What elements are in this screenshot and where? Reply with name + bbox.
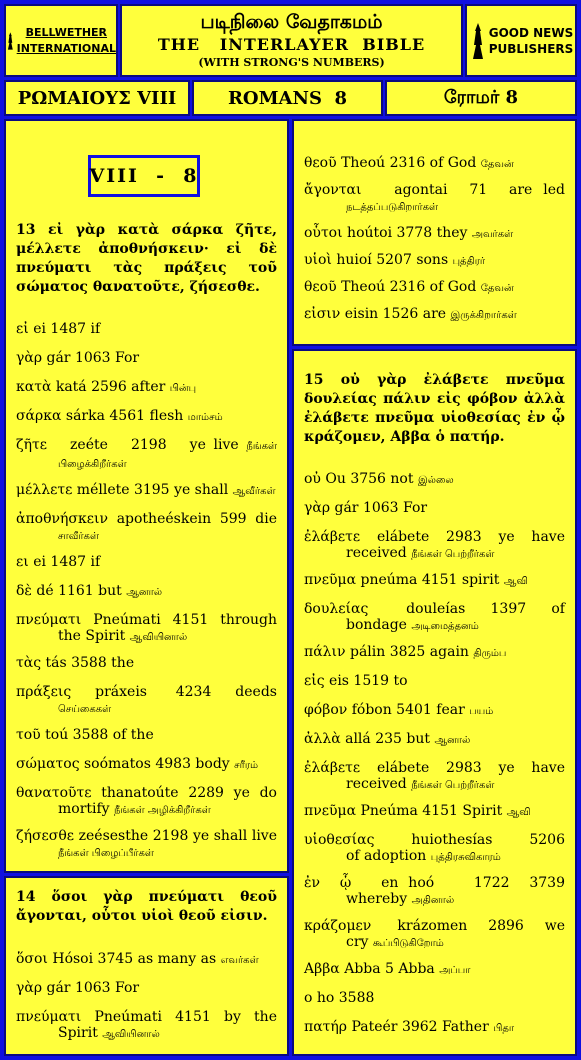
word-entry — [16, 980, 277, 998]
entry-tamil: ஆனால் — [126, 587, 163, 598]
word-entry — [16, 684, 277, 718]
entry-head: εἰσιν eisin 1526 are — [304, 306, 447, 322]
entry-head: Αββα Abba 5 Abba — [304, 961, 435, 977]
entry-head: τὰς tás 3588 the — [16, 655, 135, 671]
entry-tamil: நீங்கள் பெற்றீர்கள் — [411, 780, 495, 791]
entry-tamil: இருக்கிறார்கள் — [450, 310, 517, 321]
word-entry — [16, 655, 277, 673]
entry-head: υἱοθεσίας huiothesías 5206 of adoption — [304, 832, 570, 864]
entry-tamil: அப்பா — [439, 965, 471, 976]
entry-head: κατὰ katá 2596 after — [16, 379, 166, 395]
word-entry — [304, 279, 565, 297]
word-entry — [16, 408, 277, 426]
word-entry — [16, 321, 277, 339]
word-entry — [16, 554, 277, 572]
word-entry — [16, 583, 277, 601]
entry-tamil: மாம்சம் — [187, 412, 223, 423]
word-entry — [16, 511, 277, 545]
entry-head: πνεύματι Pneúmati 4151 by the Spirit — [16, 1009, 277, 1041]
entry-tamil: புத்திரசுவிகாரம் — [430, 852, 501, 863]
word-entry — [304, 731, 565, 749]
entry-head: μέλλετε méllete 3195 ye shall — [16, 482, 229, 498]
entry-tamil: ஆவீர்கள் — [232, 486, 276, 497]
entry-head: θεοῦ Theoú 2316 of God — [304, 279, 477, 295]
entry-head: πάλιν pálin 3825 again — [304, 644, 469, 660]
word-entry — [304, 252, 565, 270]
entry-head: ἐλάβετε elábete 2983 ye have received — [304, 529, 565, 561]
entry-tamil: நீங்கள் பிழைக்கிறீர்கள் — [58, 441, 281, 470]
title-subtitle: (WITH STRONG'S NUMBERS) — [198, 56, 385, 69]
word-entry — [16, 350, 277, 368]
word-entry — [304, 1019, 565, 1037]
bellwether-logo — [4, 4, 118, 77]
good-news-logo — [465, 4, 577, 77]
word-entry — [16, 437, 281, 473]
entry-head: ἐλάβετε elábete 2983 ye have received — [304, 760, 565, 792]
word-entry — [304, 306, 565, 324]
entry-head: οὐ Ou 3756 not — [304, 471, 414, 487]
verse-15-greek: 15 οὐ γὰρ ἐλάβετε πνεῦμα δουλείας πάλιν εἰς φόβον ἀλλὰ ἐλάβετε πνεῦμα υἱοθεσίας ἐν ᾧ κράζομεν, Αββα ὁ πατήρ. — [304, 372, 565, 445]
entry-head: πνεῦμα Pneúma 4151 Spirit — [304, 803, 503, 819]
entry-tamil: கூப்பிடுகிறோம் — [372, 938, 444, 949]
entry-tamil: பயம் — [469, 706, 494, 717]
chapter-badge: VIII - 8 — [88, 155, 200, 197]
entry-tamil: தேவன் — [480, 283, 514, 294]
word-entry — [304, 702, 565, 720]
entry-tamil: நீங்கள் பிழைப்பீர்கள் — [58, 848, 154, 859]
verse-14-continued-entries — [304, 155, 565, 324]
title-block — [120, 4, 463, 77]
entry-tamil: செய்கைகள் — [58, 704, 112, 715]
entry-tamil: ஆவி — [506, 807, 531, 818]
entry-head: ο ho 3588 — [304, 990, 375, 1006]
entry-head: πνεῦμα pneúma 4151 spirit — [304, 572, 500, 588]
entry-head: ἀποθνήσκειν apotheéskein 599 die — [16, 511, 277, 527]
word-entry — [304, 990, 565, 1008]
entry-head: φόβον fóbon 5401 fear — [304, 702, 465, 718]
entry-head: πνεύματι Pneúmati 4151 through the Spirit — [16, 612, 277, 644]
title-english: THE INTERLAYER BIBLE — [157, 35, 426, 54]
title-tamil: படிநிலை வேதாகமம் — [200, 11, 383, 33]
entry-head: σάρκα sárka 4561 flesh — [16, 408, 184, 424]
word-entry — [304, 225, 565, 243]
word-entry — [16, 756, 277, 774]
entry-tamil: ஆவியினால் — [129, 632, 188, 643]
good-news-logo-text: GOOD NEWS PUBLISHERS — [488, 25, 574, 56]
entry-head: εἰ ei 1487 if — [16, 321, 101, 337]
entry-head: κράζομεν krázomen 2896 we cry — [304, 918, 570, 950]
word-entry — [16, 1009, 277, 1043]
book-tamil: ரோமர் 8 — [385, 80, 577, 116]
entry-tamil: நீங்கள் பெற்றீர்கள் — [411, 549, 495, 560]
bellwether-tower-icon — [6, 21, 15, 61]
entry-head: πατήρ Pateér 3962 Father — [304, 1019, 489, 1035]
entry-head: ὅσοι Hósoi 3745 as many as — [16, 951, 217, 967]
entry-head: ἐν ᾧ en hoó 1722 3739 whereby — [304, 875, 574, 907]
entry-tamil: இல்லை — [417, 475, 454, 486]
entry-head: πράξεις práxeis 4234 deeds — [16, 684, 277, 700]
entry-head: οὗτοι hoútoi 3778 they — [304, 225, 468, 241]
entry-tamil: சாவீர்கள் — [58, 531, 99, 542]
word-entry — [304, 601, 570, 635]
word-entry — [16, 379, 277, 397]
entry-tamil: ஆவியினால் — [102, 1029, 160, 1040]
entry-head: τοῦ toú 3588 of the — [16, 727, 154, 743]
verse-15-entries — [304, 471, 574, 1037]
entry-tamil: எவர்கள் — [220, 955, 259, 966]
bellwether-logo-text: BELLWETHER INTERNATIONAL — [16, 25, 116, 55]
verse-13-entries — [16, 321, 281, 862]
word-entry — [16, 612, 277, 646]
word-entry — [304, 529, 565, 563]
verse-14-continued-panel — [292, 119, 577, 346]
verse-13-greek: 13 εἰ γὰρ κατὰ σάρκα ζῆτε, μέλλετε ἀποθνήσκειν· εἰ δὲ πνεύματι τὰς πράξεις τοῦ σώματος θανατοῦτε, ζήσεσθε. — [16, 222, 277, 295]
entry-head: ζήσεσθε zeésesthe 2198 ye shall live — [16, 828, 277, 844]
entry-head: θεοῦ Theoú 2316 of God — [304, 155, 477, 171]
word-entry — [304, 471, 565, 489]
good-news-tower-icon — [469, 21, 487, 61]
word-entry — [304, 673, 565, 691]
word-entry — [16, 951, 277, 969]
word-entry — [16, 828, 277, 862]
entry-head: δὲ dé 1161 but — [16, 583, 122, 599]
word-entry — [16, 482, 277, 500]
entry-tamil: பின்பு — [169, 383, 197, 394]
entry-tamil: ஆனால் — [434, 735, 471, 746]
entry-tamil: அவர்கள் — [471, 229, 514, 240]
word-entry — [304, 803, 565, 821]
word-entry — [304, 961, 565, 979]
entry-tamil: திரும்ப — [473, 648, 507, 659]
verse-14-greek: 14 ὅσοι γὰρ πνεύματι θεοῦ ἄγονται, οὗτοι υἱοὶ θεοῦ εἰσιν. — [16, 889, 277, 924]
word-entry — [16, 727, 277, 745]
entry-tamil: பிதா — [493, 1023, 515, 1034]
entry-head: ἄγονται agontai 71 are led — [304, 182, 565, 198]
verse-15-panel — [292, 349, 577, 1056]
word-entry — [304, 760, 565, 794]
entry-tamil: புத்திரர் — [452, 256, 486, 267]
word-entry — [304, 182, 565, 216]
entry-tamil: அடிமைத்தனம் — [411, 621, 479, 632]
entry-head: θανατοῦτε thanatoúte 2289 ye do mortify — [16, 785, 277, 817]
entry-head: γὰρ gár 1063 For — [304, 500, 428, 516]
book-english: ROMANS 8 — [192, 80, 383, 116]
word-entry — [304, 918, 570, 952]
entry-head: δουλείας douleías 1397 of bondage — [304, 601, 570, 633]
book-greek: ΡΩΜΑΙΟΥΣ VIII — [4, 80, 190, 116]
word-entry — [304, 572, 565, 590]
word-entry — [304, 500, 565, 518]
entry-tamil: தேவன் — [480, 159, 514, 170]
entry-head: γὰρ gár 1063 For — [16, 980, 140, 996]
entry-head: εἰς eis 1519 to — [304, 673, 408, 689]
entry-head: σώματος soómatos 4983 body — [16, 756, 230, 772]
entry-head: γὰρ gár 1063 For — [16, 350, 140, 366]
word-entry — [304, 875, 574, 909]
entry-head: ἀλλὰ allá 235 but — [304, 731, 430, 747]
verse-13-panel — [4, 119, 289, 873]
entry-head: υἱοὶ huioí 5207 sons — [304, 252, 449, 268]
entry-head: ει ei 1487 if — [16, 554, 101, 570]
entry-tamil: அதினால் — [411, 895, 455, 906]
verse-14-entries — [16, 951, 277, 1043]
entry-tamil: சரீரம் — [234, 760, 259, 771]
entry-head: ζῆτε zeéte 2198 ye live — [16, 437, 239, 453]
entry-tamil: ஆவி — [503, 576, 528, 587]
verse-14-panel — [4, 876, 289, 1056]
entry-tamil: நடத்தப்படுகிறார்கள் — [346, 202, 439, 213]
word-entry — [16, 785, 277, 819]
word-entry — [304, 644, 565, 662]
entry-tamil: நீங்கள் அழிக்கிறீர்கள் — [114, 805, 211, 816]
word-entry — [304, 155, 565, 173]
word-entry — [304, 832, 570, 866]
